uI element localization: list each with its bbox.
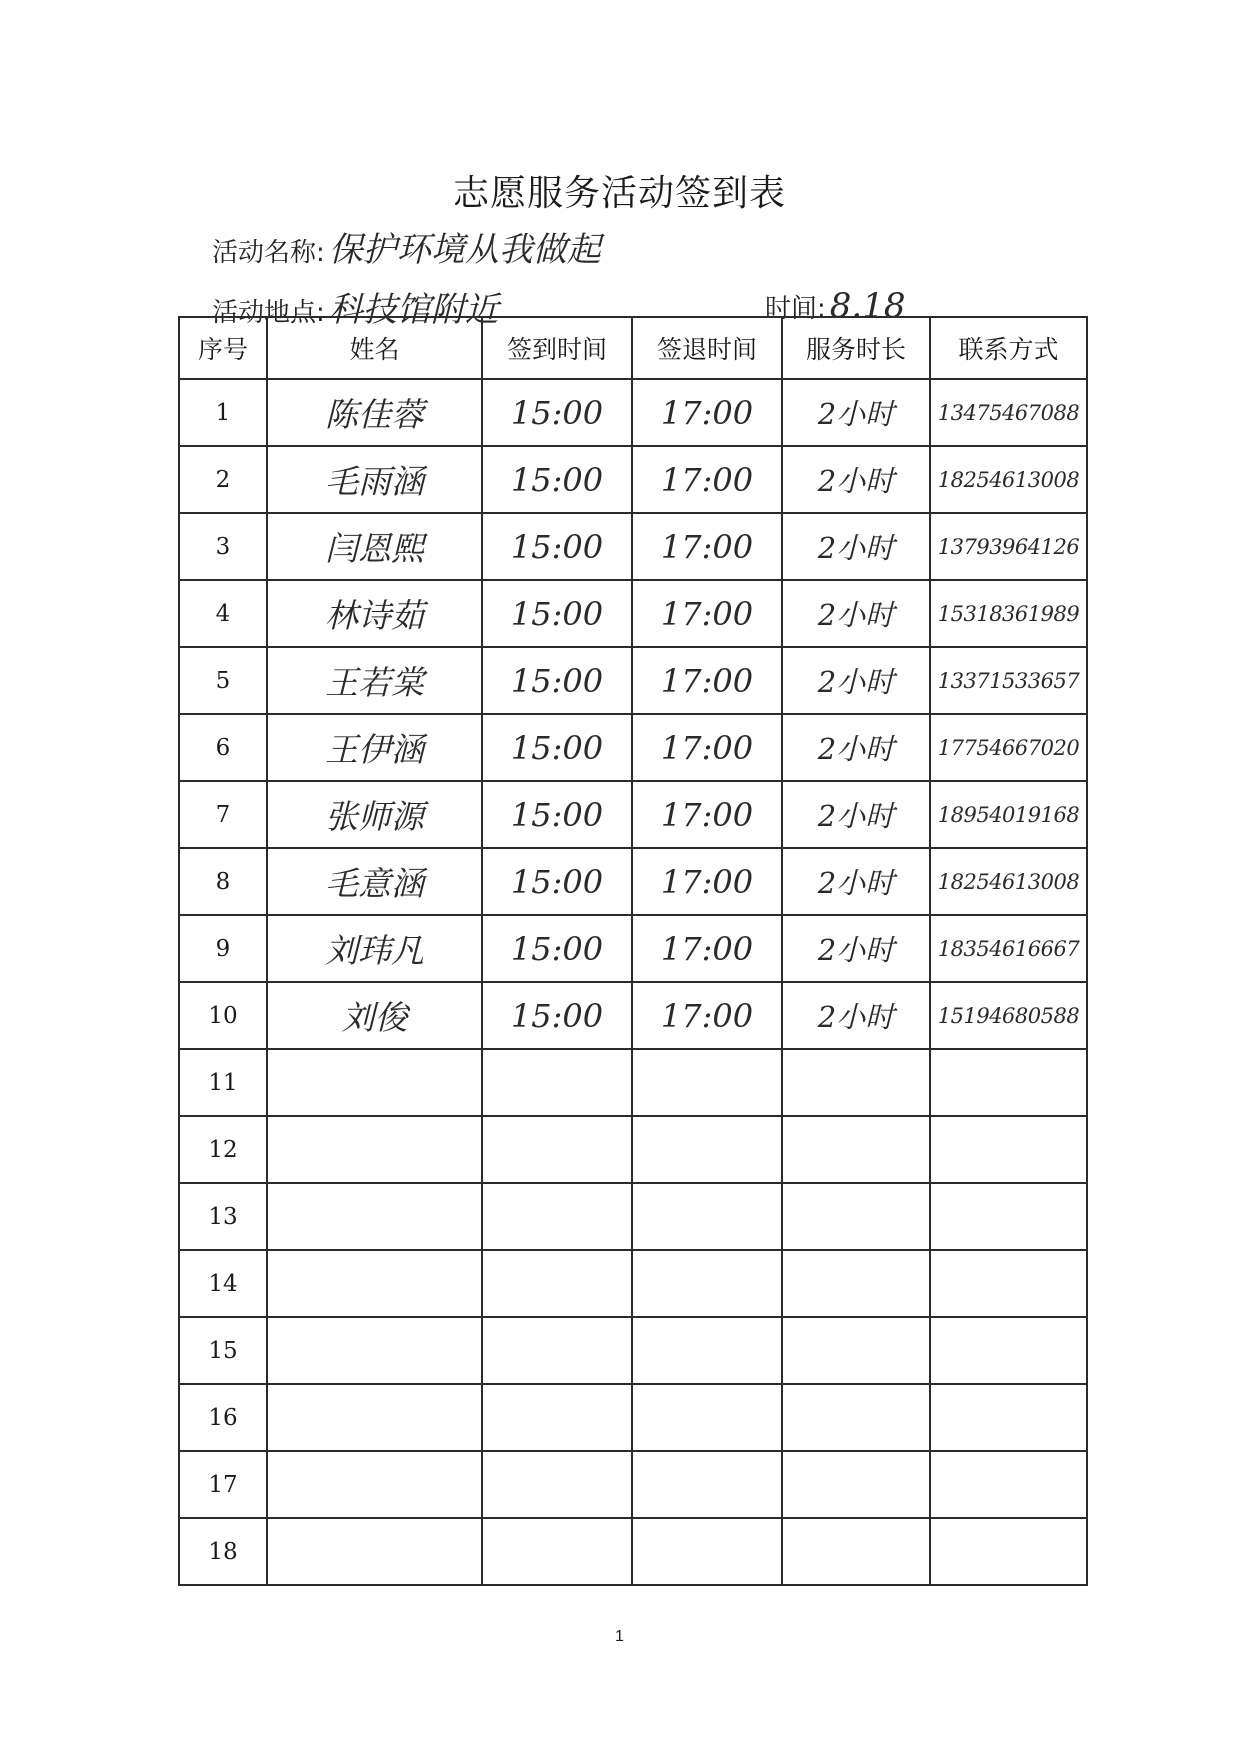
row-index: 3 [179, 513, 267, 580]
row-checkout-time: 17:00 [632, 513, 782, 580]
row-checkin-time: 15:00 [482, 513, 632, 580]
row-service-duration [782, 1317, 930, 1384]
row-service-duration [782, 1116, 930, 1183]
row-name [267, 1116, 482, 1183]
row-contact [930, 1116, 1087, 1183]
row-index: 17 [179, 1451, 267, 1518]
row-checkout-time [632, 1451, 782, 1518]
row-index: 4 [179, 580, 267, 647]
row-checkout-time: 17:00 [632, 580, 782, 647]
row-checkout-time: 17:00 [632, 848, 782, 915]
row-checkout-time [632, 1317, 782, 1384]
activity-name-label: 活动名称: [212, 238, 325, 268]
row-service-duration: 2小时 [782, 580, 930, 647]
row-name [267, 1384, 482, 1451]
row-service-duration: 2小时 [782, 915, 930, 982]
row-index: 14 [179, 1250, 267, 1317]
row-index: 2 [179, 446, 267, 513]
table-row [179, 513, 1087, 580]
row-contact: 18954019168 [930, 781, 1087, 848]
row-name: 毛雨涵 [267, 446, 482, 513]
page-title: 志愿服务活动签到表 [452, 173, 786, 214]
table-row [179, 714, 1087, 781]
table-row [179, 915, 1087, 982]
row-index: 9 [179, 915, 267, 982]
row-service-duration: 2小时 [782, 379, 930, 446]
row-index: 18 [179, 1518, 267, 1585]
row-checkin-time: 15:00 [482, 379, 632, 446]
row-checkin-time [482, 1049, 632, 1116]
signin-table [178, 316, 1088, 1586]
row-index: 7 [179, 781, 267, 848]
row-name [267, 1183, 482, 1250]
header-duration: 服务时长 [782, 317, 930, 379]
row-contact: 13475467088 [930, 379, 1087, 446]
row-checkin-time: 15:00 [482, 982, 632, 1049]
row-checkout-time [632, 1116, 782, 1183]
row-name [267, 1451, 482, 1518]
row-checkin-time [482, 1518, 632, 1585]
row-checkin-time: 15:00 [482, 781, 632, 848]
row-checkin-time [482, 1451, 632, 1518]
activity-time-label: 时间: [765, 294, 826, 324]
table-header-row [179, 317, 1087, 379]
row-name: 陈佳蓉 [267, 379, 482, 446]
header-name: 姓名 [267, 317, 482, 379]
activity-time-value: 8.18 [829, 286, 906, 326]
table-row [179, 446, 1087, 513]
header-checkout: 签退时间 [632, 317, 782, 379]
row-checkin-time: 15:00 [482, 714, 632, 781]
row-service-duration [782, 1451, 930, 1518]
row-index: 8 [179, 848, 267, 915]
row-name [267, 1250, 482, 1317]
row-service-duration [782, 1518, 930, 1585]
row-contact [930, 1518, 1087, 1585]
row-index: 11 [179, 1049, 267, 1116]
activity-name-value: 保护环境从我做起 [328, 230, 601, 270]
table-row [179, 781, 1087, 848]
row-contact [930, 1384, 1087, 1451]
row-service-duration: 2小时 [782, 513, 930, 580]
row-index: 13 [179, 1183, 267, 1250]
header-index: 序号 [179, 317, 267, 379]
row-checkin-time [482, 1183, 632, 1250]
table-row [179, 982, 1087, 1049]
row-checkin-time [482, 1250, 632, 1317]
row-index: 15 [179, 1317, 267, 1384]
table-row [179, 1451, 1087, 1518]
row-contact: 18254613008 [930, 446, 1087, 513]
row-service-duration: 2小时 [782, 647, 930, 714]
row-contact [930, 1049, 1087, 1116]
row-index: 12 [179, 1116, 267, 1183]
row-name: 毛意涵 [267, 848, 482, 915]
row-checkout-time: 17:00 [632, 915, 782, 982]
row-name: 林诗茹 [267, 580, 482, 647]
row-checkout-time: 17:00 [632, 647, 782, 714]
row-checkout-time [632, 1183, 782, 1250]
row-checkin-time: 15:00 [482, 915, 632, 982]
row-service-duration: 2小时 [782, 714, 930, 781]
row-checkin-time [482, 1317, 632, 1384]
table-row [179, 1250, 1087, 1317]
row-contact [930, 1250, 1087, 1317]
row-checkin-time [482, 1384, 632, 1451]
row-contact [930, 1451, 1087, 1518]
table-row [179, 1183, 1087, 1250]
row-contact: 18254613008 [930, 848, 1087, 915]
row-name: 张师源 [267, 781, 482, 848]
row-contact [930, 1317, 1087, 1384]
row-checkout-time: 17:00 [632, 446, 782, 513]
row-checkin-time: 15:00 [482, 848, 632, 915]
row-service-duration: 2小时 [782, 781, 930, 848]
row-checkin-time: 15:00 [482, 580, 632, 647]
row-checkout-time: 17:00 [632, 379, 782, 446]
table-row [179, 379, 1087, 446]
row-contact [930, 1183, 1087, 1250]
row-name: 闫恩熙 [267, 513, 482, 580]
row-index: 5 [179, 647, 267, 714]
row-name: 刘玮凡 [267, 915, 482, 982]
row-index: 10 [179, 982, 267, 1049]
header-checkin: 签到时间 [482, 317, 632, 379]
row-checkin-time: 15:00 [482, 647, 632, 714]
row-service-duration [782, 1250, 930, 1317]
row-checkout-time [632, 1049, 782, 1116]
row-name: 刘俊 [267, 982, 482, 1049]
row-contact: 15194680588 [930, 982, 1087, 1049]
row-contact: 18354616667 [930, 915, 1087, 982]
table-row [179, 1518, 1087, 1585]
row-name [267, 1049, 482, 1116]
row-service-duration [782, 1384, 930, 1451]
activity-location-label: 活动地点: [212, 298, 325, 328]
table-row [179, 580, 1087, 647]
row-service-duration: 2小时 [782, 982, 930, 1049]
row-service-duration: 2小时 [782, 848, 930, 915]
header-contact: 联系方式 [930, 317, 1087, 379]
table-row [179, 1049, 1087, 1116]
row-checkout-time: 17:00 [632, 982, 782, 1049]
row-checkout-time: 17:00 [632, 714, 782, 781]
row-checkout-time [632, 1384, 782, 1451]
row-index: 6 [179, 714, 267, 781]
row-name: 王若棠 [267, 647, 482, 714]
row-service-duration: 2小时 [782, 446, 930, 513]
table-row [179, 848, 1087, 915]
table-row [179, 1317, 1087, 1384]
row-checkout-time [632, 1518, 782, 1585]
row-service-duration [782, 1183, 930, 1250]
page-number: 1 [615, 1628, 624, 1645]
row-name [267, 1317, 482, 1384]
row-index: 1 [179, 379, 267, 446]
table-row [179, 1384, 1087, 1451]
row-checkin-time: 15:00 [482, 446, 632, 513]
row-name [267, 1518, 482, 1585]
row-contact: 17754667020 [930, 714, 1087, 781]
row-contact: 15318361989 [930, 580, 1087, 647]
row-service-duration [782, 1049, 930, 1116]
activity-location-value: 科技馆附近 [328, 290, 499, 330]
activity-name-line [212, 222, 601, 271]
row-contact: 13793964126 [930, 513, 1087, 580]
row-checkout-time [632, 1250, 782, 1317]
row-index: 16 [179, 1384, 267, 1451]
row-name: 王伊涵 [267, 714, 482, 781]
row-checkout-time: 17:00 [632, 781, 782, 848]
table-row [179, 1116, 1087, 1183]
table-row [179, 647, 1087, 714]
row-contact: 13371533657 [930, 647, 1087, 714]
row-checkin-time [482, 1116, 632, 1183]
